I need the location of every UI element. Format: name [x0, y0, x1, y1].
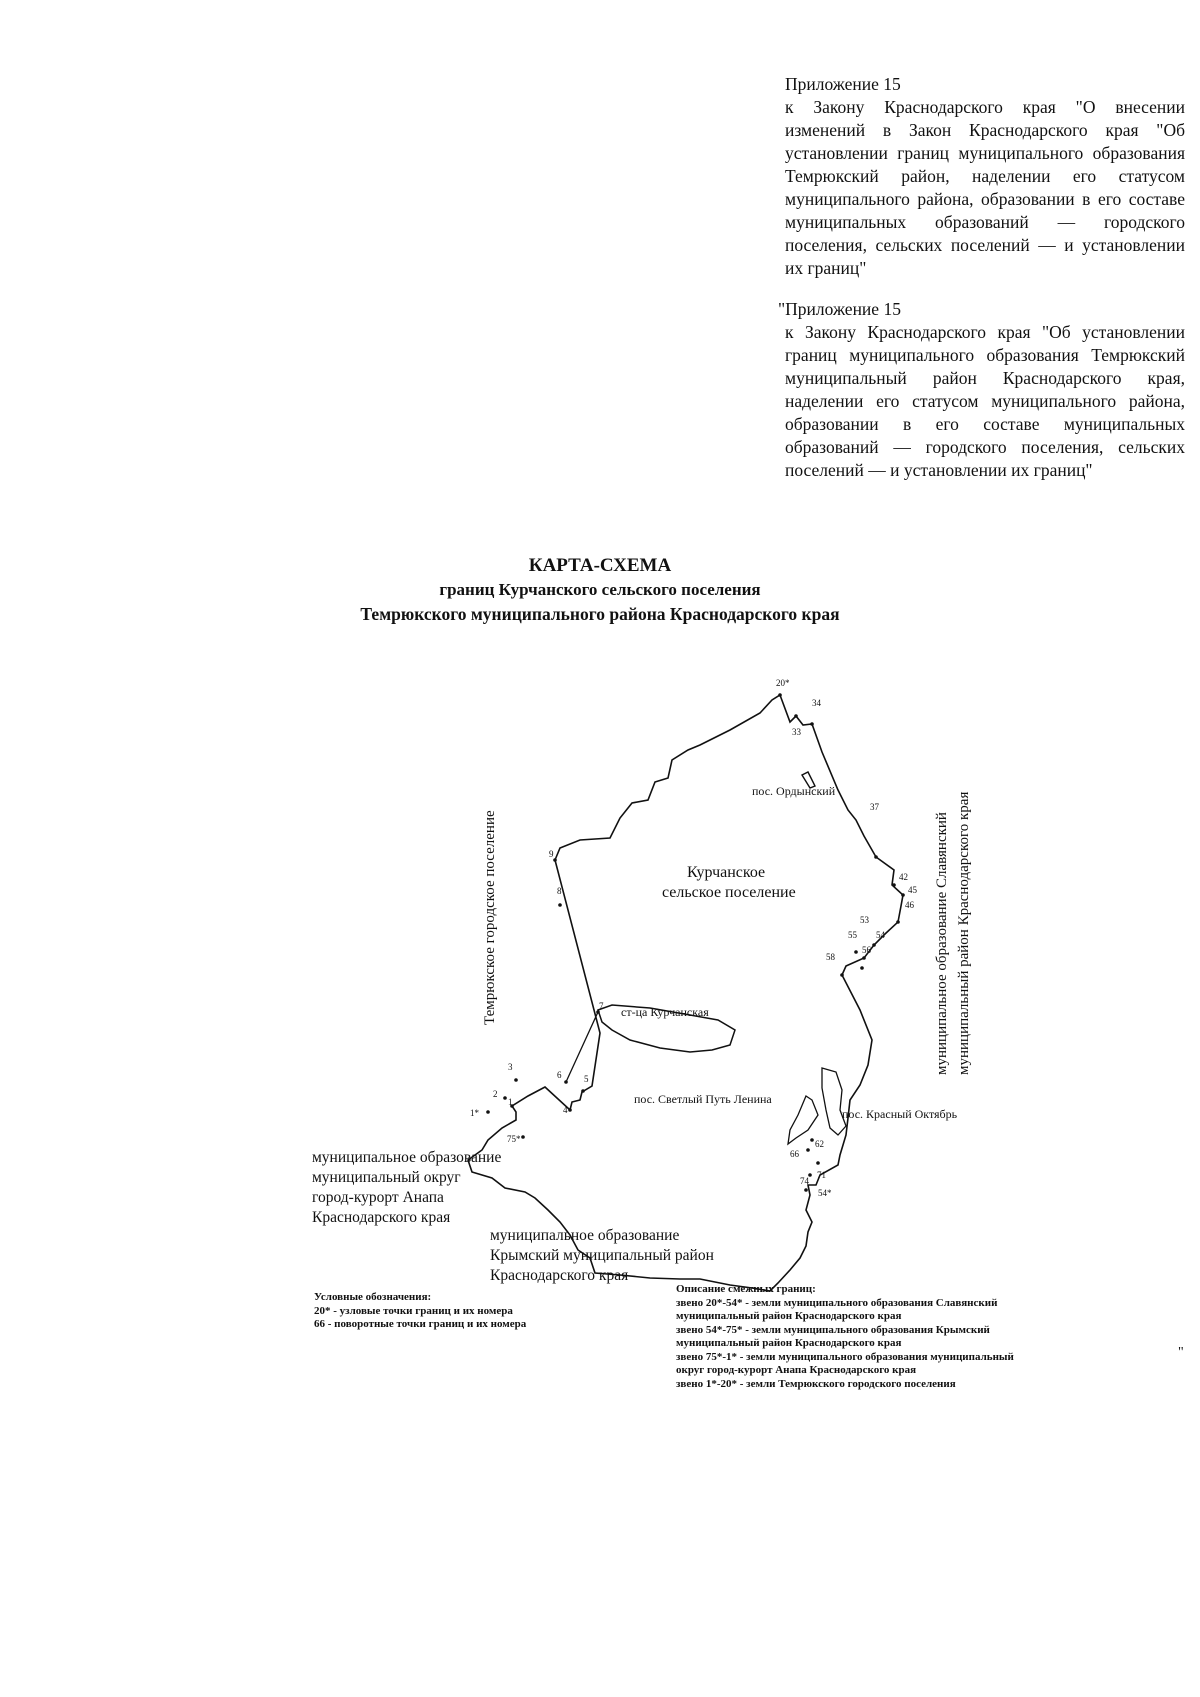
pt-7: 7 — [599, 1001, 604, 1011]
kurchanskaya-link — [566, 1012, 598, 1082]
pt-56: 56 — [862, 945, 871, 955]
description-line: звено 75*-1* - земли муниципального образования муниципальный — [676, 1350, 1014, 1363]
pt-5: 5 — [584, 1074, 589, 1084]
place-krasny-oktyabr: пос. Красный Октябрь — [842, 1107, 958, 1121]
legend-item: 66 - поворотные точки границ и их номера — [314, 1318, 527, 1330]
pt-33: 33 — [792, 727, 801, 737]
annex-amendment-heading: Приложение 15 — [785, 74, 901, 94]
krasny-oktyabr-outline — [822, 1068, 846, 1135]
pt-42: 42 — [899, 872, 908, 882]
place-kurchanskaya: ст-ца Курчанская — [621, 1005, 709, 1019]
pt-55: 55 — [848, 930, 857, 940]
annex-original-heading: "Приложение 15 — [778, 299, 901, 319]
pt-37: 37 — [870, 802, 879, 812]
description-line: муниципальный район Краснодарского края — [676, 1337, 902, 1349]
pt-1star: 1* — [470, 1108, 479, 1118]
pt-2: 2 — [493, 1089, 498, 1099]
pt-45: 45 — [908, 885, 917, 895]
neighbor-anapa: муниципальное образование муниципальный округ город-курорт Анапа Краснодарского края — [312, 1149, 502, 1226]
pt-4: 4 — [563, 1105, 568, 1115]
legend — [314, 1291, 526, 1332]
annex-original-text: к Закону Краснодарского края "Об установлении границ муниципального образования Темрюкский муниципальный район Краснодарского края, наделении его статусом муниципального района, образовании в его составе муниципальных образований — городского поселения, сельских поселений — и установлении их границ" — [785, 322, 1185, 480]
pt-3: 3 — [508, 1062, 513, 1072]
neighbor-east-2: муниципальный район Краснодарского края — [956, 791, 972, 1075]
neighbor-east-1: муниципальное образование Славянский — [934, 812, 950, 1075]
description-line: звено 1*-20* - земли Темрюкского городского поселения — [676, 1377, 956, 1390]
boundary-description — [676, 1283, 1014, 1391]
description-line: звено 20*-54* - земли муниципального образования Славянский — [676, 1296, 998, 1309]
map-subtitle-1: границ Курчанского сельского поселения — [439, 580, 761, 599]
pt-54star: 54* — [818, 1188, 832, 1198]
svetly-put-outline — [788, 1096, 818, 1144]
legend-item: 20* - узловые точки границ и их номера — [314, 1304, 513, 1317]
center-label-1: Курчанское — [687, 864, 766, 881]
pt-20: 20* — [776, 678, 790, 688]
pt-71: 71 — [817, 1170, 826, 1180]
pt-9: 9 — [549, 849, 554, 859]
pt-58: 58 — [826, 952, 835, 962]
map-title: КАРТА-СХЕМА — [528, 555, 672, 576]
pt-66: 66 — [790, 1149, 799, 1159]
pt-46: 46 — [905, 900, 914, 910]
pt-53: 53 — [860, 915, 869, 925]
neighbor-west: Темрюкское городское поселение — [482, 810, 498, 1025]
center-label-2: сельское поселение — [662, 884, 796, 901]
pt-1: 1 — [508, 1097, 513, 1107]
pt-75: 75* — [507, 1134, 521, 1144]
place-ordynsky: пос. Ордынский — [752, 784, 836, 798]
legend-title: Условные обозначения: — [314, 1291, 432, 1303]
settlement-boundary-outline — [468, 695, 903, 1291]
pt-54: 54 — [876, 930, 885, 940]
pt-8: 8 — [557, 886, 562, 896]
description-line: звено 54*-75* - земли муниципального образования Крымский — [676, 1323, 990, 1336]
pt-74: 74 — [800, 1176, 809, 1186]
description-line: муниципальный район Краснодарского края — [676, 1310, 902, 1322]
place-svetly-put: пос. Светлый Путь Ленина — [634, 1092, 772, 1106]
neighbor-krymsky: муниципальное образование Крымский муниципальный район Краснодарского края — [490, 1227, 714, 1284]
description-line: округ город-курорт Анапа Краснодарского края — [676, 1364, 917, 1376]
pt-6: 6 — [557, 1070, 562, 1080]
annex-amendment-text: к Закону Краснодарского края "О внесении изменений в Закон Краснодарского края "Об установлении границ муниципального образования Темрюкский район, наделении его статусом муниципального района, образовании в его составе муниципальных образований — городского поселения, сельских поселений — и установлении их границ" — [785, 97, 1185, 278]
map-subtitle-2: Темрюкского муниципального района Краснодарского края — [360, 604, 840, 624]
pt-34: 34 — [812, 698, 821, 708]
closing-quote: " — [1178, 1345, 1184, 1360]
description-title: Описание смежных границ: — [676, 1283, 816, 1295]
pt-62: 62 — [815, 1139, 824, 1149]
